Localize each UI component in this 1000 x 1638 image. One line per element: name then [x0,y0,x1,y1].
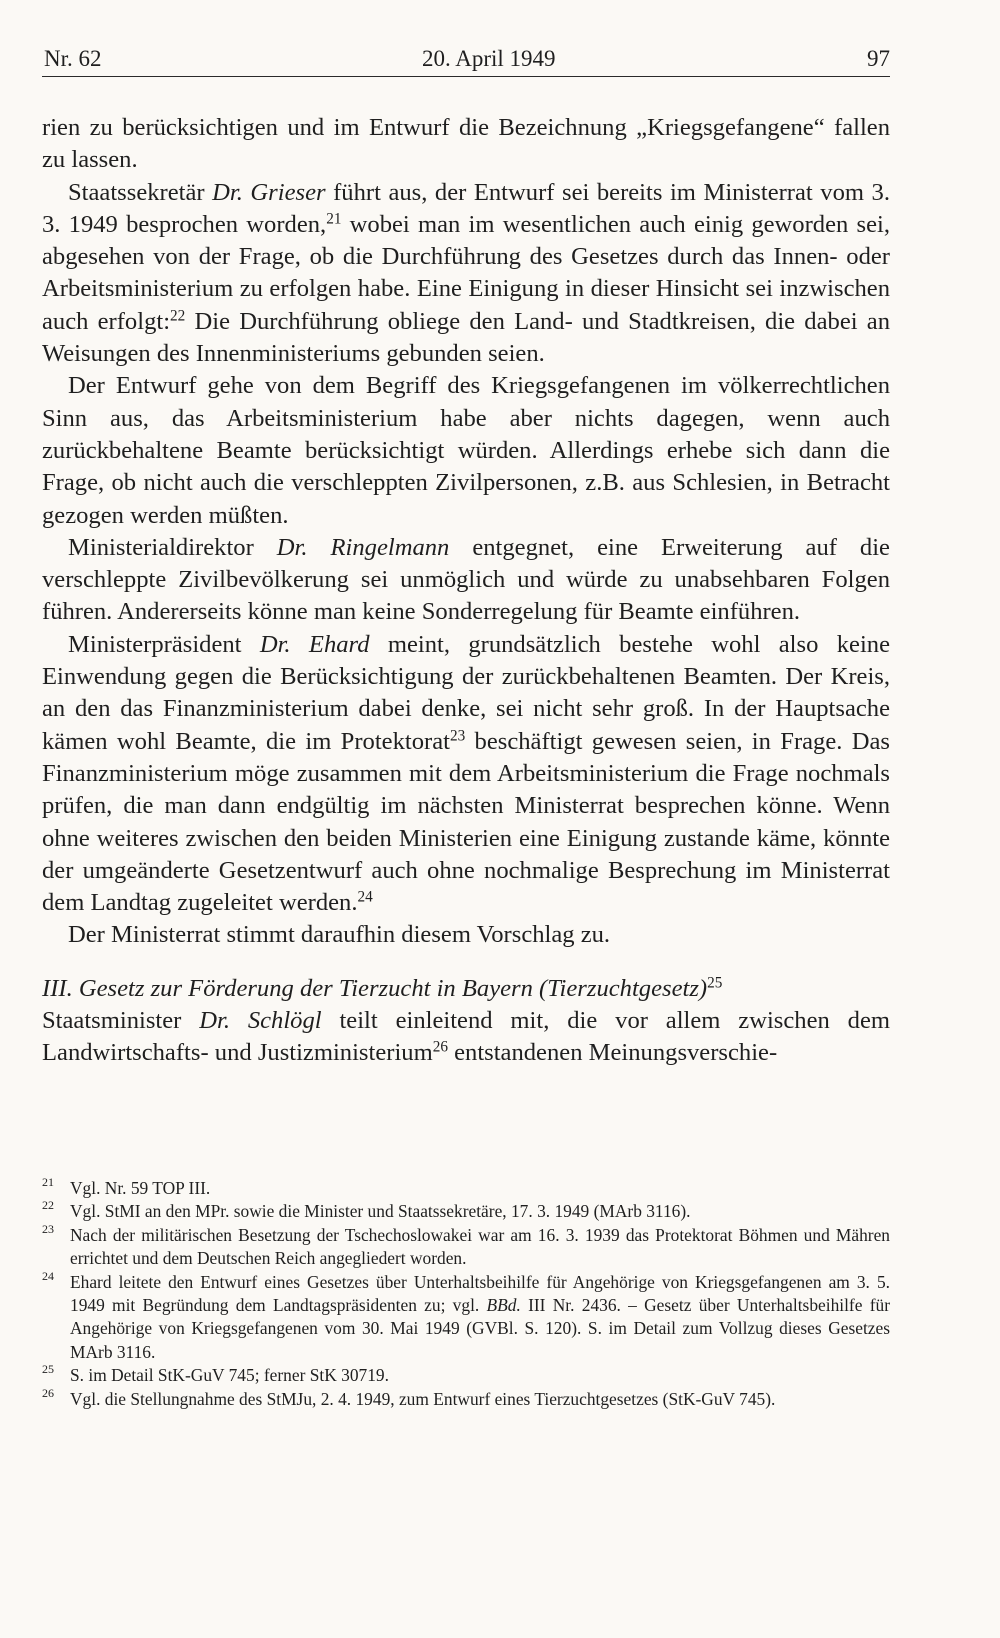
footnote-number: 23 [42,1221,54,1236]
footnote [42,1364,890,1387]
footnote-text: Vgl. StMI an den MPr. sowie die Minister und Staatssekretäre, 17. 3. 1949 (MArb 3116). [70,1201,691,1222]
footnote-text: Ehard leitete den Entwurf eines Gesetzes über Unterhaltsbeihilfe für Angehörige von Kriegsgefangenen am 3. 5. 1949 mit Begründung dem Landtagspräsidenten zu; vgl. [70,1271,890,1316]
footnote-text: S. im Detail StK-GuV 745; ferner StK 30719. [70,1365,389,1386]
section-heading-text: III. Gesetz zur Förderung der Tierzucht in Bayern (Tierzuchtgesetz) [42,974,708,1002]
footnote-number: 24 [42,1268,54,1283]
header-date: 20. April 1949 [422,46,556,71]
footnote-text: III Nr. 2436. – Gesetz über Unterhaltsbeihilfe für Angehörige von Kriegsgefangenen vom 30. Mai 1949 (GVBl. S. 120). S. im Detail zum Vollzug dieses Gesetzes MArb 3116. [70,1295,890,1362]
speaker-name: Dr. Grieser [212,178,326,206]
footnote-ref: 21 [326,210,342,228]
footnotes [42,1177,890,1411]
paragraph-text: Staatsminister [42,1007,200,1035]
document-number: Nr. 62 [44,46,102,71]
paragraph-text: Ministerialdirektor [68,533,277,561]
speaker-name: Dr. Ehard [259,630,370,658]
paragraph-text: beschäftigt gewesen seien, in Frage. Das Finanzministerium möge zusammen mit dem Arbeitsministerium die Frage nochmals prüfen, die man dann endgültig im nächsten Ministerrat besprechen könne. Wenn ohne weiteres zwischen den beiden Ministerien eine Einigung zustande käme, könnte der umgeänderte Gesetzentwurf auch ohne nochmalige Besprechung im Ministerrat dem Landtag zugeleitet werden. [42,727,890,917]
footnote-text: Vgl. die Stellungnahme des StMJu, 2. 4. 1949, zum Entwurf eines Tierzuchtgesetzes (StK-GuV 745). [70,1388,776,1409]
speaker-name: Dr. Schlögl [199,1007,322,1035]
footnote-ref: 26 [432,1038,448,1056]
paragraph-text: teilt einleitend mit, die vor allem zwischen dem Landwirtschafts- und Justizministerium [42,1007,891,1067]
footnote-number: 22 [42,1198,54,1213]
footnote-ref: 25 [707,974,723,992]
footnote-number: 21 [42,1175,54,1189]
paragraph-ehard [42,629,890,920]
paragraph-schloegl [42,1005,890,1070]
footnote-text: Nach der militärischen Besetzung der Tschechoslowakei war am 16. 3. 1939 das Protektorat Böhmen und Mähren errichtet und dem Deutschen Reich angegliedert worden. [70,1224,890,1269]
paragraph-text: Die Durchführung obliege den Land- und Stadtkreisen, die dabei an Weisungen des Innenministeriums gebunden seien. [42,307,890,368]
footnote [42,1268,890,1365]
paragraph-text: Ministerpräsident [68,630,260,658]
footnote-ref: 24 [357,888,373,906]
footnote [42,1200,890,1223]
section-heading [42,973,890,1005]
footnote [42,1385,890,1411]
speaker-name: Dr. Ringelmann [276,533,450,561]
paragraph-text: entgegnet, eine Erweiterung auf die verschleppte Zivilbevölkerung sei unmöglich und würde zu unabsehbaren Folgen führen. Andererseits könne man keine Sonderregelung für Beamte einführen. [42,533,890,626]
paragraph-text: Staatssekretär [68,178,213,206]
main-text [42,112,890,1070]
paragraph-entwurf: Der Entwurf gehe von dem Begriff des Kriegsgefangenen im völkerrechtlichen Sinn aus, das Arbeitsministerium habe aber nichts dagegen, wenn auch zurückbehaltene Beamte berücksichtigt würden. Allerdings erhebe sich dann die Frage, ob nicht auch die verschleppten Zivilpersonen, z.B. aus Schlesien, in Betracht gezogen werden müßten. [42,372,890,529]
footnote [42,1221,890,1271]
paragraph-grieser [42,177,890,371]
paragraph-text: führt aus, der Entwurf sei bereits im Ministerrat vom 3. 3. 1949 besprochen worden, [42,178,890,238]
footnote-text-italic: BBd. [486,1295,521,1316]
paragraph-continuation: rien zu berücksichtigen und im Entwurf die Bezeichnung „Kriegsgefangene“ fallen zu lassen. [42,114,890,174]
footnote-number: 26 [42,1385,54,1400]
footnote-text: Vgl. Nr. 59 TOP III. [70,1178,211,1198]
footnote-ref: 23 [449,727,466,745]
paragraph-text: wobei man im wesentlichen auch einig geworden sei, abgesehen von der Frage, ob die Durchführung des Gesetzes durch das Innen- oder Arbeitsministerium zu erfolgen habe. Eine Einigung in dieser Hinsicht sei inzwischen auch erfolgt: [42,210,890,335]
footnote [42,1177,890,1200]
paragraph-text: entstandenen Meinungsverschie- [447,1039,778,1067]
running-header [42,40,890,77]
footnote-ref: 22 [170,307,186,325]
page-number: 97 [867,46,890,71]
paragraph-text: meint, grundsätzlich bestehe wohl also keine Einwendung gegen die Berücksichtigung der zurückbehaltenen Beamten. Der Kreis, an den das Finanzministerium dabei denke, sei nicht sehr groß. In der Hauptsache kämen wohl Beamte, die im Protektorat [42,630,890,755]
paragraph-decision: Der Ministerrat stimmt daraufhin diesem Vorschlag zu. [68,921,611,949]
footnote-number: 25 [42,1362,54,1377]
paragraph-ringelmann [42,532,890,629]
